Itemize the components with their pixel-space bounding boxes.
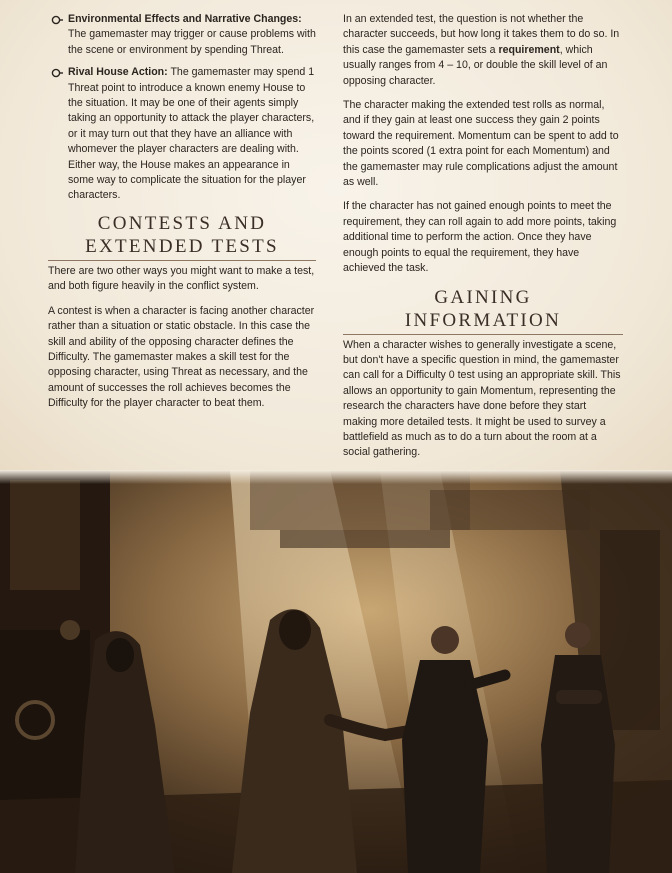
head bbox=[565, 622, 591, 648]
bullet-text: The gamemaster may trigger or cause problems with the scene or environment by spending Threat. bbox=[68, 28, 316, 56]
illustration-scene bbox=[0, 470, 672, 873]
uniformed-man bbox=[402, 660, 488, 873]
bullet-rival-house-action bbox=[48, 65, 316, 204]
paragraph: There are two other ways you might want to make a test, and both figure heavily in the conflict system. bbox=[48, 264, 315, 293]
hood bbox=[279, 610, 311, 650]
circle-arrow-bullet-icon bbox=[51, 67, 63, 79]
section-heading-information bbox=[343, 286, 623, 335]
bold-term: requirement bbox=[498, 43, 560, 56]
circle-arrow-bullet-icon bbox=[51, 14, 63, 26]
ceiling-beam bbox=[280, 530, 450, 548]
illustration bbox=[0, 470, 672, 873]
head bbox=[431, 626, 459, 654]
heading-line: INFORMATION bbox=[404, 309, 562, 331]
bullet-title: Environmental Effects and Narrative Changes: bbox=[68, 13, 302, 25]
paragraph-extended-test bbox=[343, 12, 623, 89]
paragraph: A contest is when a character is facing another character rather than a situation or static obstacle. In this case the skill and ability of the opposing character defines the Difficulty. The gamemaster makes a skill test for the opposing character, using Threat as necessary, and the amount of successes the roll achieves becomes the Difficulty for the player character to beat them. bbox=[48, 304, 315, 410]
hood bbox=[106, 638, 134, 672]
valve bbox=[60, 620, 80, 640]
text-span: In an extended test, the question is not whether the character succeeds, but how long it takes them to do so. In this case the gamemaster sets a bbox=[343, 13, 620, 56]
bullet-environmental-effects bbox=[48, 12, 316, 58]
paragraph: If the character has not gained enough points to meet the requirement, they can roll again to add more points, taking additional time to perform the action. Once they have enough points to equal the requirement, they have achieved the task. bbox=[343, 200, 617, 275]
heading-line: GAINING bbox=[434, 286, 532, 308]
bullet-title: Rival House Action: bbox=[68, 66, 168, 79]
text-span: , which usually ranges from 4 – 10, or double the skill level of an opposing character. bbox=[343, 43, 608, 87]
paragraph: When a character wishes to generally investigate a scene, but don't have a specific question in mind, the gamemaster can call for a Difficulty 0 test using an appropriate skill. This allows an opportunity to gain Momentum, representing the research the characters have done before they start making more detailed tests. It might be used to survey a battlefield as much as to do a turn about the room at a social gathering. bbox=[343, 338, 621, 459]
doorway bbox=[600, 530, 660, 730]
heading-line: CONTESTS AND bbox=[97, 212, 267, 234]
standing-man bbox=[541, 655, 615, 873]
section-heading-contests bbox=[48, 212, 316, 261]
machinery-panel bbox=[10, 480, 80, 590]
heading-line: EXTENDED TESTS bbox=[85, 235, 279, 257]
left-column bbox=[48, 12, 316, 421]
crossed-arms bbox=[556, 690, 602, 704]
right-column bbox=[343, 12, 623, 470]
bullet-text: The gamemaster may spend 1 Threat point to introduce a known enemy House to the situation. It may be one of their agents simply taking an opportunity to attack the player characters, or it may turn out that they have an alliance with whomever the player characters are dealing with. Either way, the House makes an appearance in some way to complicate the situation for the player characters. bbox=[68, 66, 315, 202]
paragraph: The character making the extended test rolls as normal, and if they gain at least one success they gain 2 points toward the requirement. Momentum can be spent to add to the points scored (1 extra point for each Momentum) and the gamemaster may rule complications adjust the amount as well. bbox=[343, 99, 619, 189]
top-fade bbox=[0, 470, 672, 484]
